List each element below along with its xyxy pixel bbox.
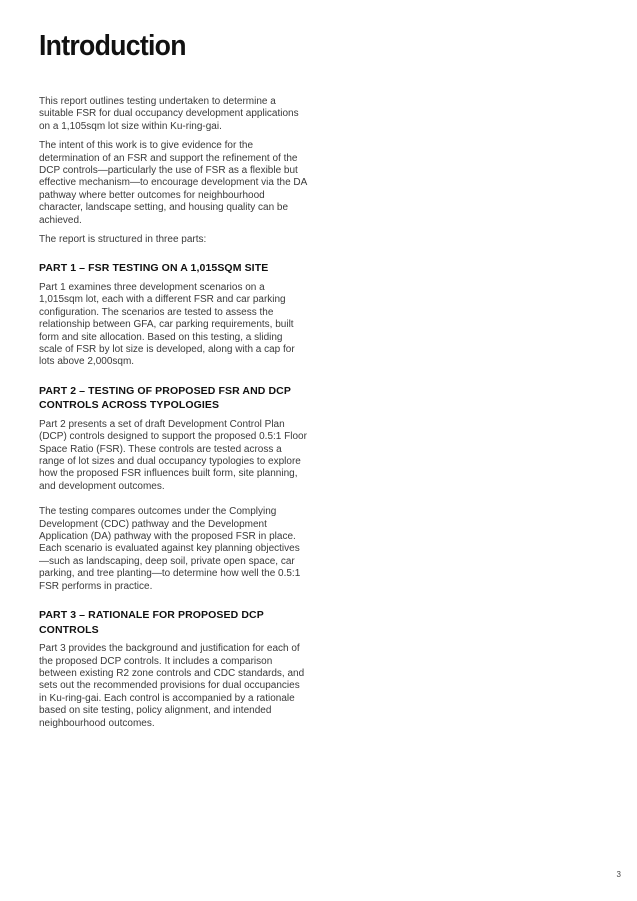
intro-paragraph: The report is structured in three parts: (39, 234, 207, 246)
part1-heading: PART 1 – FSR TESTING ON A 1,015SQM SITE (39, 262, 269, 275)
part2-heading: PART 2 – TESTING OF PROPOSED FSR AND DCP CONTROLS ACROSS TYPOLOGIES (39, 384, 291, 412)
part2-paragraph: Part 2 presents a set of draft Development Control Plan (DCP) controls designed to support the proposed 0.5:1 Floor Space Ratio (FSR). These controls are tested across a range of lot sizes and dual occupancy typologies to explore how the proposed FSR influences built form, site planning, and development outcomes. (39, 418, 307, 492)
page-title: Introduction (39, 30, 186, 62)
part3-paragraph: Part 3 provides the background and justification for each of the proposed DCP controls. It includes a comparison between existing R2 zone controls and CDC standards, and sets out the recommended provisions for dual occupancies in Ku-ring-gai. Each control is accompanied by a rationale based on site testing, policy alignment, and intended neighbourhood outcomes. (39, 643, 305, 729)
part2-paragraph: The testing compares outcomes under the Complying Development (CDC) pathway and the Development Application (DA) pathway with the proposed FSR in place. Each scenario is evaluated against key planning objectives—such as landscaping, deep soil, private open space, car parking, and tree planting—to determine how well the 0.5:1 FSR performs in practice. (39, 506, 301, 592)
part3-heading: PART 3 – RATIONALE FOR PROPOSED DCP CONTROLS (39, 609, 264, 636)
intro-paragraph: This report outlines testing undertaken to determine a suitable FSR for dual occupancy development applications on a 1,105sqm lot size within Ku-ring-gai. (39, 96, 299, 132)
intro-paragraph: The intent of this work is to give evidence for the determination of an FSR and support the refinement of the DCP controls—particularly the use of FSR as a flexible but effective mechanism—to encourage development via the DA pathway where better outcomes for neighbourhood character, landscape setting, and housing quality can be achieved. (39, 140, 307, 226)
report-body (39, 96, 307, 737)
part1-paragraph: Part 1 examines three development scenarios on a 1,015sqm lot, each with a different FSR and car parking configuration. The scenarios are tested to assess the relationship between GFA, car parking requirements, built form and site allocation. Based on this testing, a sliding scale of FSR by lot size is developed, along with a cap for lots above 2,000sqm. (39, 281, 295, 368)
page-number: 3 (616, 870, 621, 879)
